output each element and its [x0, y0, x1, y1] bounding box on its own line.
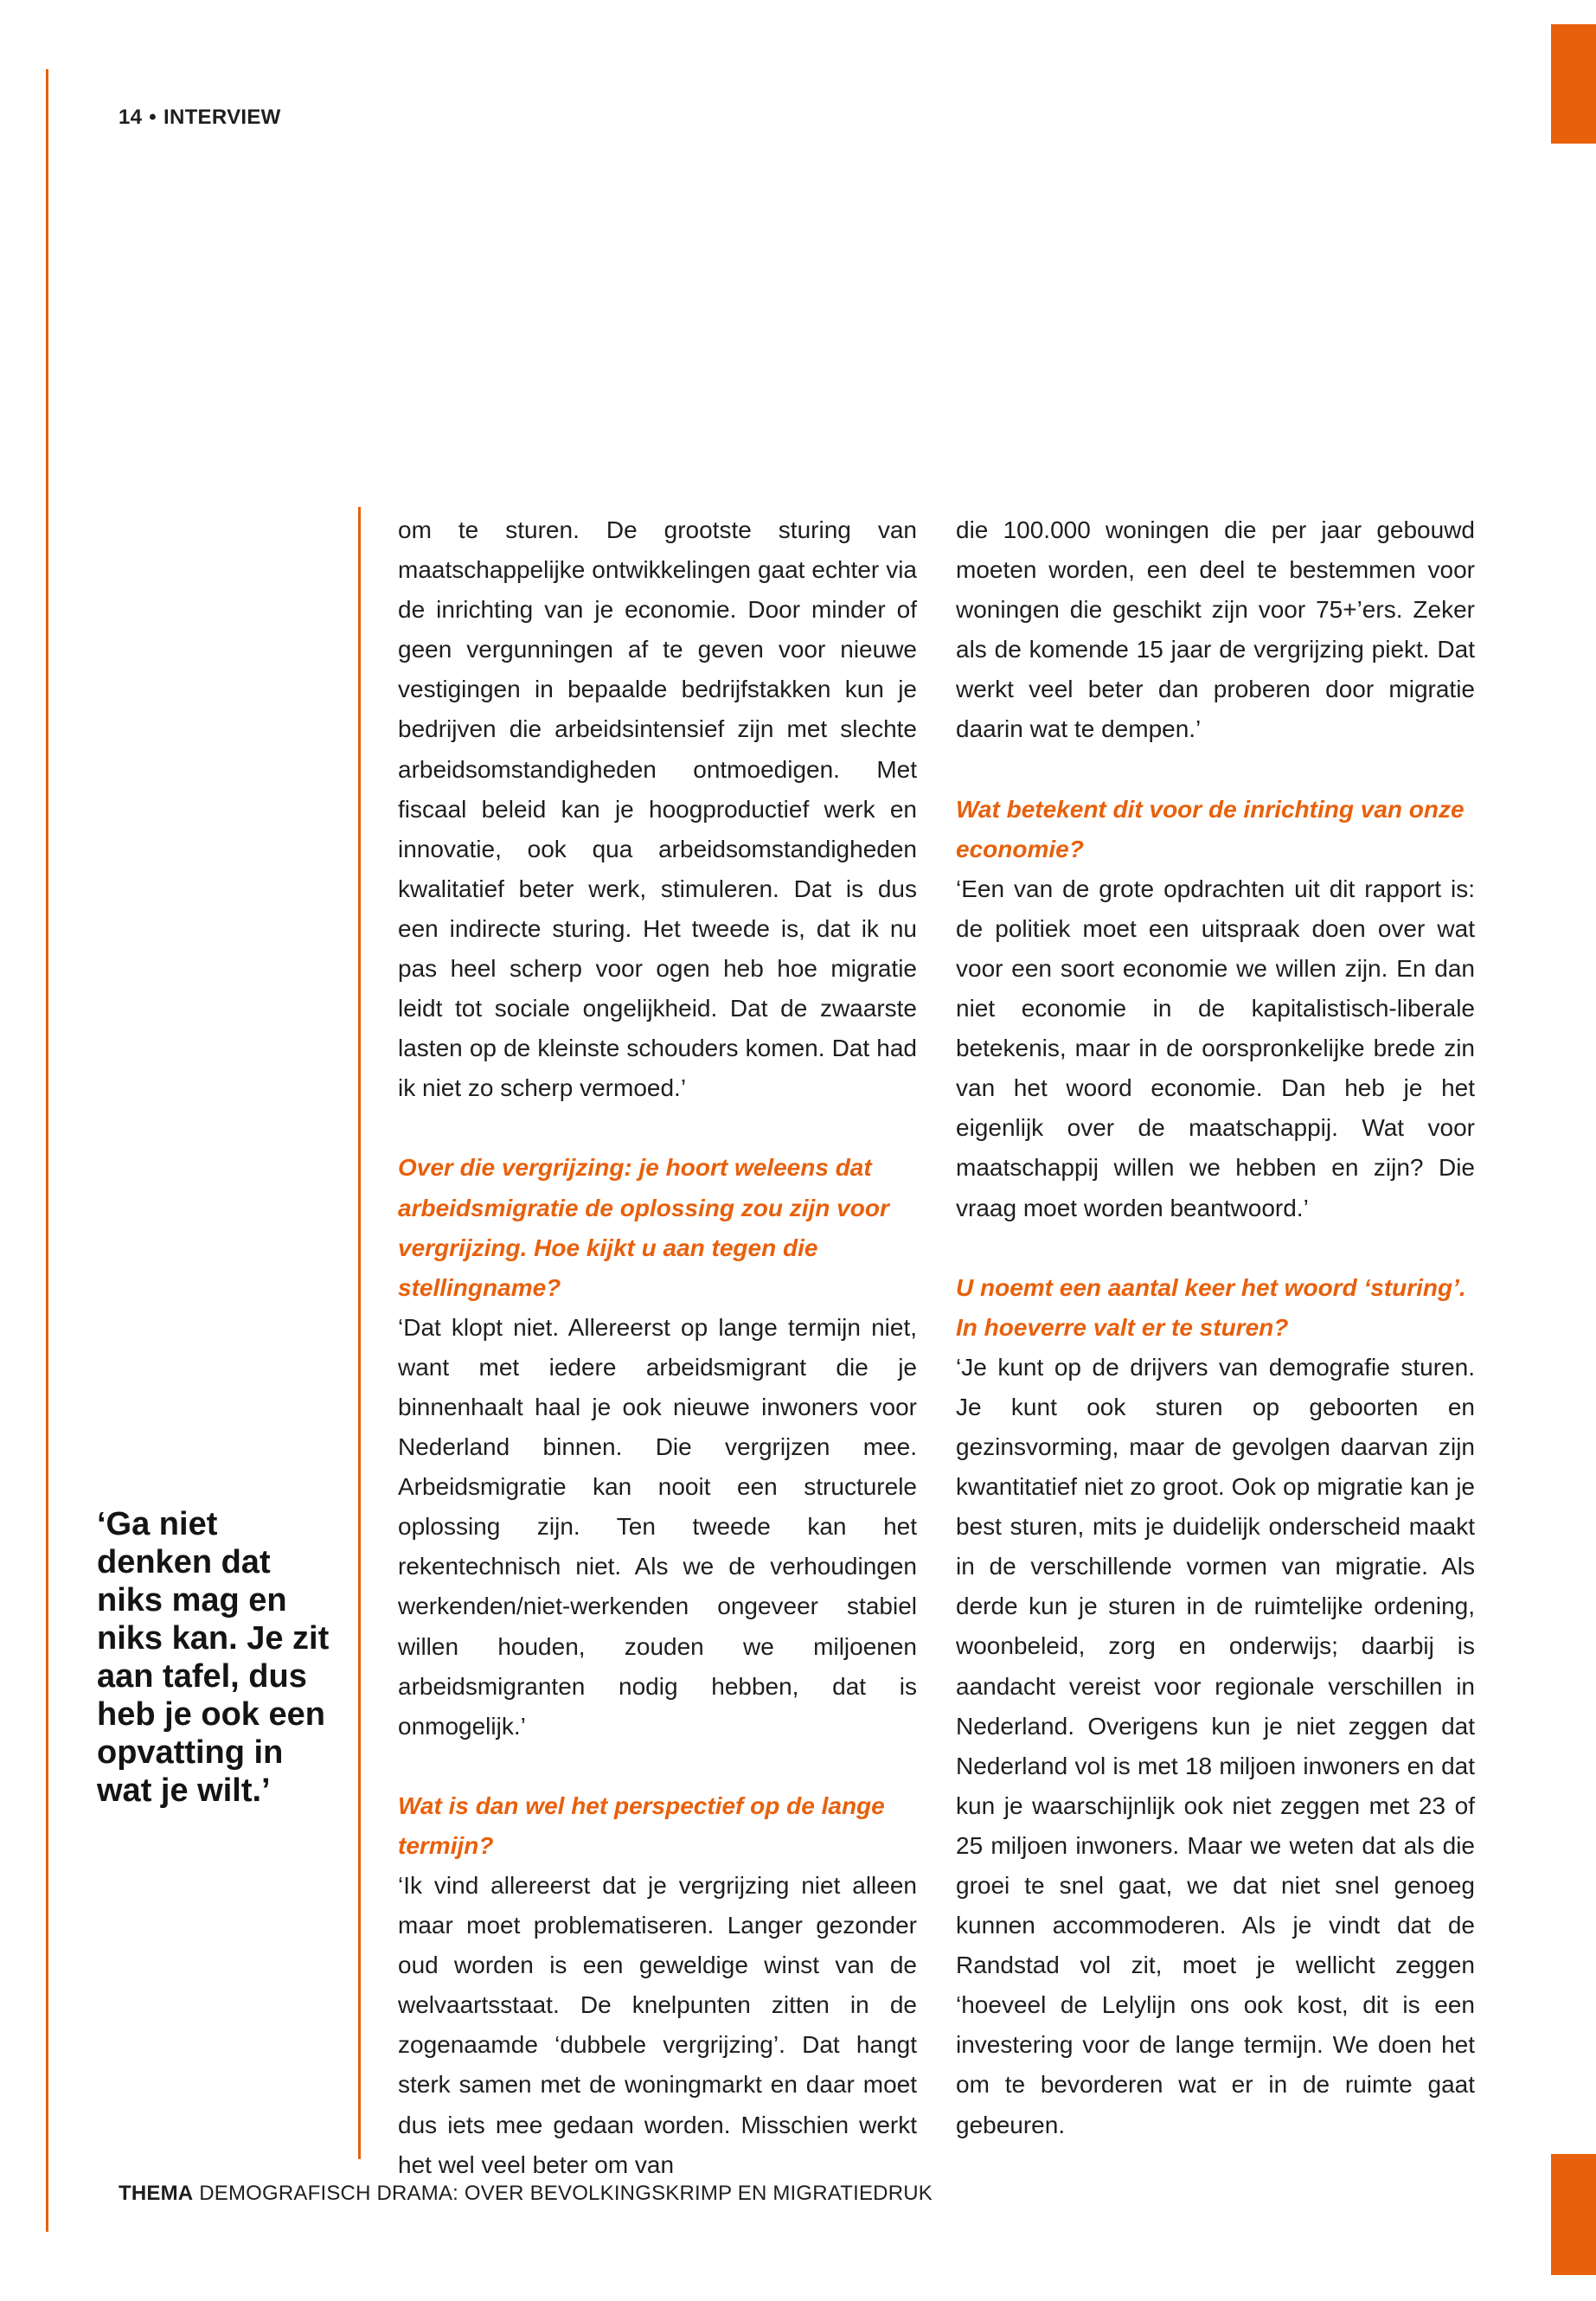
interview-question: Wat betekent dit voor de inrichting van onze economie?	[956, 795, 1465, 862]
running-footer	[119, 2182, 933, 2206]
column-divider-rule	[358, 507, 361, 2159]
body-paragraph: ‘Een van de grote opdrachten uit dit rapport is: de politiek moet een uitspraak doen over wat voor een soort economie we willen zijn. En dan niet economie in de kapitalistisch-liberale betekenis, maar in de oorspronkelijke brede zin van het woord economie. Dan heb je het eigenlijk over de maatschappij. Wat voor maatschappij willen we hebben en zijn? Die vraag moet worden beantwoord.’	[956, 875, 1475, 1221]
interview-question: Over die vergrijzing: je hoort weleens dat arbeidsmigratie de oplossing zou zijn voor vergrijzing. Hoe kijkt u aan tegen die stellingname?	[398, 1154, 889, 1301]
page-tab-bottom	[1551, 2154, 1596, 2275]
pull-quote: ‘Ga niet denken dat niks mag en niks kan. Je zit aan tafel, dus heb je ook een opvatting in wat je wilt.’	[97, 1506, 330, 1809]
page-number: 14	[119, 106, 143, 129]
body-paragraph: die 100.000 woningen die per jaar gebouwd moeten worden, een deel te bestemmen voor woningen die geschikt zijn voor 75+’ers. Zeker als de komende 15 jaar de vergrijzing piekt. Dat werkt veel beter dan proberen door migratie daarin wat te dempen.’	[956, 516, 1475, 743]
header-separator: •	[149, 106, 157, 129]
body-paragraph: ‘Dat klopt niet. Allereerst op lange termijn niet, want met iedere arbeidsmigrant die je binnenhaalt haal je ook nieuwe inwoners voor Nederland binnen. Die vergrijzen mee. Arbeidsmigratie kan nooit een structurele oplossing zijn. Ten tweede kan het rekentechnisch niet. Als we de verhoudingen werkenden/niet-werkenden ongeveer stabiel willen houden, zouden we miljoenen arbeidsmigranten nodig hebben, dat is onmogelijk.’	[398, 1313, 917, 1740]
text-column-1	[398, 510, 917, 2185]
section-label: INTERVIEW	[163, 106, 281, 129]
interview-question: Wat is dan wel het perspectief op de lange termijn?	[398, 1791, 885, 1859]
text-column-2	[956, 510, 1475, 2145]
body-paragraph: ‘Je kunt op de drijvers van demografie sturen. Je kunt ook sturen op geboorten en gezinsvorming, maar de gevolgen daarvan zijn kwantitatief niet zo groot. Ook op migratie kan je best sturen, mits je duidelijk onderscheid maakt in de verschillende vormen van migratie. Als derde kun je sturen in de ruimtelijke ordening, woonbeleid, zorg en onderwijs; daarbij is aandacht vereist voor regionale verschillen in Nederland. Overigens kun je niet zeggen dat Nederland vol is met 18 miljoen inwoners en dat kun je waarschijnlijk ook niet zeggen met 23 of 25 miljoen inwoners. Maar we weten dat als die groei te snel gaat, we dat niet snel genoeg kunnen accommoderen. Als je vindt dat de Randstad vol zit, moet je wellicht zeggen ‘hoeveel de Lelylijn ons ook kost, dit is een investering voor de lange termijn. We doen het om te bevorderen wat er in de ruimte gaat gebeuren.	[956, 1353, 1475, 2138]
interview-question: U noemt een aantal keer het woord ‘sturing’. In hoeverre valt er te sturen?	[956, 1273, 1466, 1341]
running-header	[119, 106, 281, 130]
left-margin-rule	[46, 69, 48, 2232]
footer-title: DEMOGRAFISCH DRAMA: OVER BEVOLKINGSKRIMP EN MIGRATIEDRUK	[199, 2182, 933, 2205]
page-tab-top	[1551, 24, 1596, 144]
body-paragraph: ‘Ik vind allereerst dat je vergrijzing niet alleen maar moet problematiseren. Langer gezonder oud worden is een geweldige winst van de welvaartsstaat. De knelpunten zitten in de zogenaamde ‘dubbele vergrijzing’. Dat hangt sterk samen met de woningmarkt en daar moet dus iets mee gedaan worden. Misschien werkt het wel veel beter om van	[398, 1872, 917, 2178]
footer-thema-label: THEMA	[119, 2182, 194, 2205]
body-paragraph: om te sturen. De grootste sturing van maatschappelijke ontwikkelingen gaat echter via de inrichting van je economie. Door minder of geen vergunningen af te geven voor nieuwe vestigingen in bepaalde bedrijfstakken kun je bedrijven die arbeidsintensief zijn met slechte arbeidsomstandigheden ontmoedigen. Met fiscaal beleid kan je hoogproductief werk en innovatie, ook qua arbeidsomstandigheden kwalitatief beter werk, stimuleren. Dat is dus een indirecte sturing. Het tweede is, dat ik nu pas heel scherp voor ogen heb hoe migratie leidt tot sociale ongelijkheid. Dat de zwaarste lasten op de kleinste schouders komen. Dat had ik niet zo scherp vermoed.’	[398, 516, 917, 1102]
